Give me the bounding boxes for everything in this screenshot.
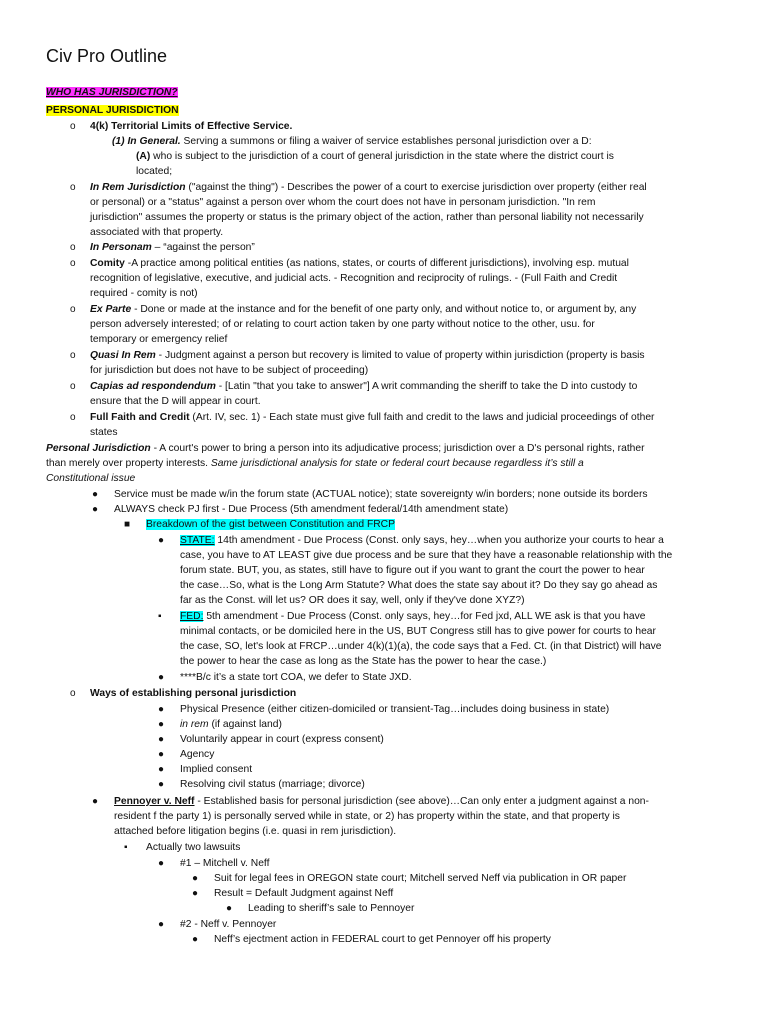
suit-1-b: Result = Default Judgment against Neff — [214, 888, 394, 899]
inrem-line3: jurisdiction" assumes the property or status is the primary object of the action, rather than personal liability not necessarily — [90, 212, 644, 223]
document-title: Civ Pro Outline — [46, 46, 168, 66]
state-line4: the case…So, what is the Long Arm Statute? What does the state say about it? Do they say go ahead as — [180, 580, 658, 591]
item-4k-lead-text: 4(k) Territorial Limits of Effective Service. — [90, 121, 293, 132]
pj-term: Personal Jurisdiction — [46, 443, 151, 454]
item-4k-subA-line2: located; — [136, 166, 173, 177]
disc-bullet: ● — [158, 535, 165, 546]
ffc-term: Full Faith and Credit — [90, 412, 190, 423]
comity-line2: recognition of legislative, executive, and judicial acts. - Recognition and reciprocity of rulings. - (Full Faith and Credit — [90, 273, 618, 284]
circle-bullet: o — [70, 412, 76, 423]
ffc-line2: states — [90, 427, 118, 438]
comity-line1: -A practice among political entities (as nations, states, or courts of different jurisdictions), involving esp. mutual — [124, 258, 629, 269]
disc-bullet: ● — [158, 672, 165, 683]
disc-bullet: ● — [158, 704, 165, 715]
inrem-term: In Rem Jurisdiction — [90, 182, 186, 193]
subA-text: who is subject to the jurisdiction of a court of general jurisdiction in the state where the district court is — [150, 151, 614, 162]
pennoyer-line1 — [114, 795, 649, 809]
state-line2: case, you have to AT LEAST give due process and be sure that they have a reasonable relationship with the — [180, 550, 673, 561]
fed-line1-text: 5th amendment - Due Process (Const. only says, hey…for Fed jxd, ALL WE ask is that you have — [203, 611, 646, 622]
disc-bullet: ● — [158, 779, 165, 790]
square-bullet: ■ — [124, 519, 131, 530]
pj-paragraph — [46, 442, 645, 456]
item-4k-sub1 — [112, 135, 592, 149]
item-inpersonam — [90, 241, 255, 255]
ways-item-2-term: in rem — [180, 719, 209, 730]
square-bullet: ▪ — [158, 611, 162, 622]
circle-bullet: o — [70, 304, 76, 315]
circle-bullet: o — [70, 350, 76, 361]
disc-bullet: ● — [92, 796, 99, 807]
suit-1-c: Leading to sheriff’s sale to Pennoyer — [248, 903, 415, 914]
bullet-always: ALWAYS check PJ first - Due Process (5th amendment federal/14th amendment state) — [114, 504, 509, 515]
sub1-text: Serving a summons or filing a waiver of service establishes personal jurisdiction over a D: — [180, 136, 592, 147]
circle-bullet: o — [70, 242, 76, 253]
ways-item-3: Voluntarily appear in court (express consent) — [180, 734, 384, 745]
disc-bullet: ● — [192, 873, 199, 884]
fed-line3: the case, SO, let's look at FRCP…under 4(k)(1)(a), the code says that a Fed. Ct. (in that District) will have — [180, 641, 662, 652]
fed-line1 — [180, 610, 645, 624]
inpersonam-text: – “against the person” — [151, 242, 255, 253]
item-comity — [90, 257, 629, 271]
pj-line3-text: Constitutional issue — [46, 473, 136, 484]
item-4k-lead — [90, 120, 292, 134]
fed-line2: minimal contacts, or be domiciled here in the US, BUT Congress still has to give power for courts to hear — [180, 626, 656, 637]
two-lawsuits: Actually two lawsuits — [146, 842, 241, 853]
suit-1-a: Suit for legal fees in OREGON state court; Mitchell served Neff via publication in OR paper — [214, 873, 627, 884]
pennoyer-line2: resident f the party 1) is personally served while in state, or 2) has property within the state, and that property is — [114, 811, 620, 822]
pj-line3 — [46, 472, 135, 486]
inpersonam-term: In Personam — [90, 242, 152, 253]
disc-bullet: ● — [192, 888, 199, 899]
subA-label: (A) — [136, 151, 151, 162]
breakdown — [146, 518, 395, 532]
state-label: STATE: — [180, 535, 215, 546]
heading-personal-jurisdiction — [46, 104, 179, 118]
breakdown-text: Breakdown of the gist between Constitution and FRCP — [146, 519, 395, 530]
disc-bullet: ● — [192, 934, 199, 945]
quasi-line2: for jurisdiction but does not have to be subject of proceeding) — [90, 365, 369, 376]
ways-heading — [90, 687, 296, 701]
fed-line4: the power to hear the case as long as the State has the power to hear the case.) — [180, 656, 547, 667]
exparte-line2: person adversely interested; of or relating to court action taken by one party without notice to the other, usu. for — [90, 319, 595, 330]
quasi-term: Quasi In Rem — [90, 350, 156, 361]
inrem-line1: ("against the thing") - Describes the power of a court to exercise jurisdiction over property (either real — [185, 182, 647, 193]
pennoyer-term: Pennoyer v. Neff — [114, 796, 195, 807]
bullet-service: Service must be made w/in the forum state (ACTUAL notice); state sovereignty w/in borders; none outside its borders — [114, 489, 648, 500]
circle-bullet: o — [70, 121, 76, 132]
state-line3: forum state. BUT, you, as states, still have to figure out if you want to grant the court the power to hear — [180, 565, 645, 576]
pj-line1: - A court's power to bring a person into its adjudicative process; jurisdiction over a D's personal rights, rather — [150, 443, 645, 454]
pj-line2a: than merely over property interests. — [46, 458, 211, 469]
pennoyer-line1-text: - Established basis for personal jurisdiction (see above)…Can only enter a judgment against a non- — [194, 796, 649, 807]
square-bullet: ▪ — [124, 842, 128, 853]
quasi-line1: - Judgment against a person but recovery is limited to value of property within jurisdiction (property is basis — [155, 350, 645, 361]
disc-bullet: ● — [158, 764, 165, 775]
bc-state-tort: ****B/c it’s a state tort COA, we defer to State JXD. — [180, 672, 412, 683]
pennoyer-line3: attached before litigation begins (i.e. quasi in rem jurisdiction). — [114, 826, 397, 837]
disc-bullet: ● — [158, 919, 165, 930]
sub1-label: (1) In General. — [112, 136, 181, 147]
disc-bullet: ● — [92, 489, 99, 500]
state-line1 — [180, 534, 664, 548]
comity-term: Comity — [90, 258, 125, 269]
item-inrem — [90, 181, 647, 195]
item-quasi — [90, 349, 645, 363]
fed-label: FED: — [180, 611, 204, 622]
inrem-line4: associated with that property. — [90, 227, 224, 238]
state-line1-text: 14th amendment - Due Process (Const. only says, hey…when you authorize your courts to hear a — [214, 535, 664, 546]
disc-bullet: ● — [92, 504, 99, 515]
capias-term: Capias ad respondendum — [90, 381, 216, 392]
pj-line2 — [46, 457, 584, 471]
exparte-line3: temporary or emergency relief — [90, 334, 228, 345]
item-exparte — [90, 303, 636, 317]
state-line5: far as the Const. will let us? OR does it say, well, only if they've done XYZ?) — [180, 595, 525, 606]
inrem-line2: or personal) or a "status" against a person over whom the court does not have in personam jurisdiction. "In rem — [90, 197, 596, 208]
disc-bullet: ● — [158, 719, 165, 730]
disc-bullet: ● — [158, 734, 165, 745]
pj-line2b: Same jurisdictional analysis for state or federal court because regardless it’s still a — [210, 458, 584, 469]
item-ffc — [90, 411, 654, 425]
circle-bullet: o — [70, 688, 76, 699]
suit-1: #1 – Mitchell v. Neff — [180, 858, 270, 869]
suit-2: #2 - Neff v. Pennoyer — [180, 919, 277, 930]
ways-item-6: Resolving civil status (marriage; divorce) — [180, 779, 365, 790]
ways-item-4: Agency — [180, 749, 215, 760]
heading-main-text: WHO HAS JURISDICTION? — [46, 87, 178, 98]
ways-item-2 — [180, 718, 282, 732]
disc-bullet: ● — [158, 749, 165, 760]
ways-item-1: Physical Presence (either citizen-domiciled or transient-Tag…includes doing business in state) — [180, 704, 610, 715]
circle-bullet: o — [70, 182, 76, 193]
item-capias — [90, 380, 637, 394]
exparte-line1: - Done or made at the instance and for the benefit of one party only, and without notice to, or argument by, any — [131, 304, 637, 315]
capias-line1: - [Latin "that you take to answer"] A writ commanding the sheriff to take the D into custody to — [215, 381, 638, 392]
circle-bullet: o — [70, 258, 76, 269]
capias-line2: ensure that the D will appear in court. — [90, 396, 261, 407]
ways-heading-text: Ways of establishing personal jurisdiction — [90, 688, 297, 699]
ffc-line1: (Art. IV, sec. 1) - Each state must give full faith and credit to the laws and judicial proceedings of other — [189, 412, 655, 423]
disc-bullet: ● — [226, 903, 233, 914]
exparte-term: Ex Parte — [90, 304, 132, 315]
comity-line3: required - comity is not) — [90, 288, 198, 299]
ways-item-5: Implied consent — [180, 764, 253, 775]
suit-2-a: Neff’s ejectment action in FEDERAL court to get Pennoyer off his property — [214, 934, 551, 945]
ways-item-2-rest: (if against land) — [208, 719, 282, 730]
disc-bullet: ● — [158, 858, 165, 869]
item-4k-subA — [136, 150, 614, 164]
circle-bullet: o — [70, 381, 76, 392]
heading-who-has-jurisdiction — [46, 86, 178, 100]
heading-sub-text: PERSONAL JURISDICTION — [46, 105, 179, 116]
